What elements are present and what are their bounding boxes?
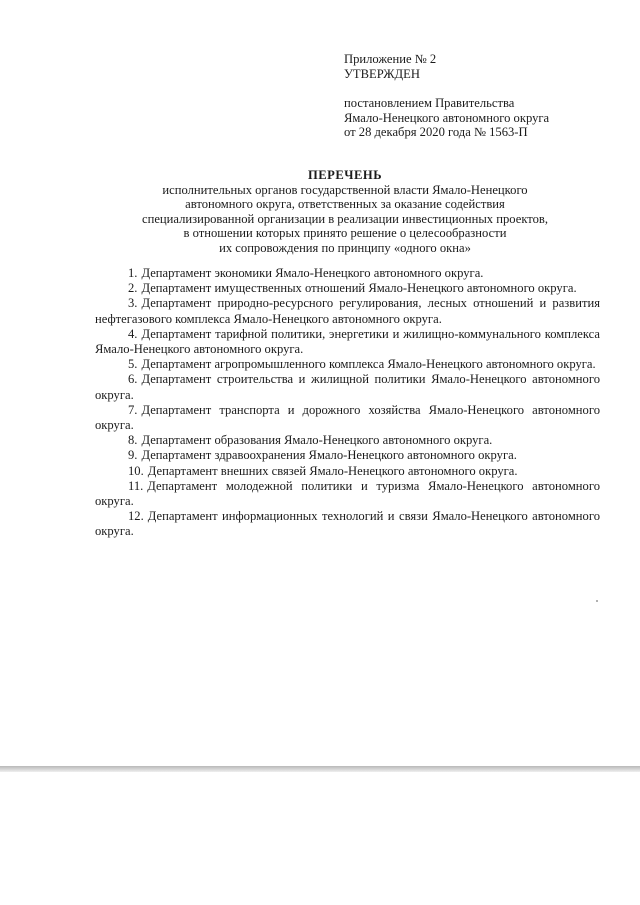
item-number: 12.: [128, 509, 144, 524]
item-number: 9.: [128, 448, 138, 463]
approval-spacer: [344, 81, 624, 96]
item-text: Департамент природно-ресурсного регулирования, лесных отношений и развития нефтегазового комплекса Ямало-Ненецкого автономного округа.: [95, 296, 600, 326]
item-text: Департамент строительства и жилищной политики Ямало-Ненецкого автономного округа.: [95, 372, 600, 402]
item-number: 6.: [128, 372, 138, 387]
list-item: [95, 509, 600, 539]
appendix-number: Приложение № 2: [344, 52, 437, 66]
item-text: Департамент тарифной политики, энергетики и жилищно-коммунального комплекса Ямало-Ненецкого автономного округа.: [95, 326, 600, 357]
approved-label: УТВЕРЖДЕН: [344, 66, 420, 81]
item-text: Департамент агропромышленного комплекса Ямало-Ненецкого автономного округа.: [141, 357, 596, 372]
heading-title: ПЕРЕЧЕНЬ: [307, 168, 383, 182]
item-number: 10.: [128, 463, 144, 478]
item-text: Департамент образования Ямало-Ненецкого автономного округа.: [141, 433, 493, 448]
item-text: Департамент здравоохранения Ямало-Ненецкого автономного округа.: [141, 448, 517, 463]
item-text: Департамент имущественных отношений Ямало-Ненецкого автономного округа.: [141, 281, 577, 296]
list-item: [95, 372, 600, 402]
item-number: 8.: [128, 433, 138, 448]
item-text: Департамент экономики Ямало-Ненецкого автономного округа.: [141, 266, 484, 280]
approval-block: [344, 52, 624, 140]
heading-line: специализированной организации в реализации инвестиционных проектов,: [141, 211, 549, 226]
list-item: [95, 327, 600, 357]
department-list: [95, 266, 600, 540]
item-number: 2.: [128, 281, 138, 296]
item-text: Департамент информационных технологий и связи Ямало-Ненецкого автономного округа.: [95, 509, 600, 539]
item-number: 7.: [128, 402, 138, 417]
item-number: 1.: [128, 266, 138, 280]
heading-line: исполнительных органов государственной власти Ямало-Ненецкого: [162, 182, 528, 197]
government-line: Ямало-Ненецкого автономного округа: [344, 110, 550, 125]
list-item: [95, 357, 600, 372]
list-item: [95, 479, 600, 509]
list-item: [95, 296, 600, 326]
resolution-date: от 28 декабря 2020 года № 1563-П: [344, 125, 528, 139]
list-item: [95, 266, 600, 281]
item-text: Департамент внешних связей Ямало-Ненецкого автономного округа.: [147, 463, 518, 478]
heading-line: в отношении которых принято решение о целесообразности: [183, 226, 507, 241]
item-text: Департамент молодежной политики и туризма Ямало-Ненецкого автономного округа.: [95, 478, 600, 509]
blank-margin: [0, 772, 640, 905]
list-item: [95, 448, 600, 463]
item-text: Департамент транспорта и дорожного хозяйства Ямало-Ненецкого автономного округа.: [95, 402, 600, 433]
item-number: 4.: [128, 326, 138, 341]
item-number: 3.: [128, 296, 138, 311]
list-item: [95, 433, 600, 448]
heading-line: их сопровождения по принципу «одного окна»: [219, 240, 471, 255]
list-item: [95, 281, 600, 296]
item-number: 11.: [128, 478, 144, 493]
resolution-line: постановлением Правительства: [344, 96, 515, 110]
list-item: [95, 464, 600, 479]
list-item: [95, 403, 600, 433]
item-number: 5.: [128, 357, 138, 372]
list-heading: [95, 168, 595, 256]
scan-speck: [596, 600, 598, 602]
heading-line: автономного округа, ответственных за оказание содействия: [185, 197, 505, 212]
